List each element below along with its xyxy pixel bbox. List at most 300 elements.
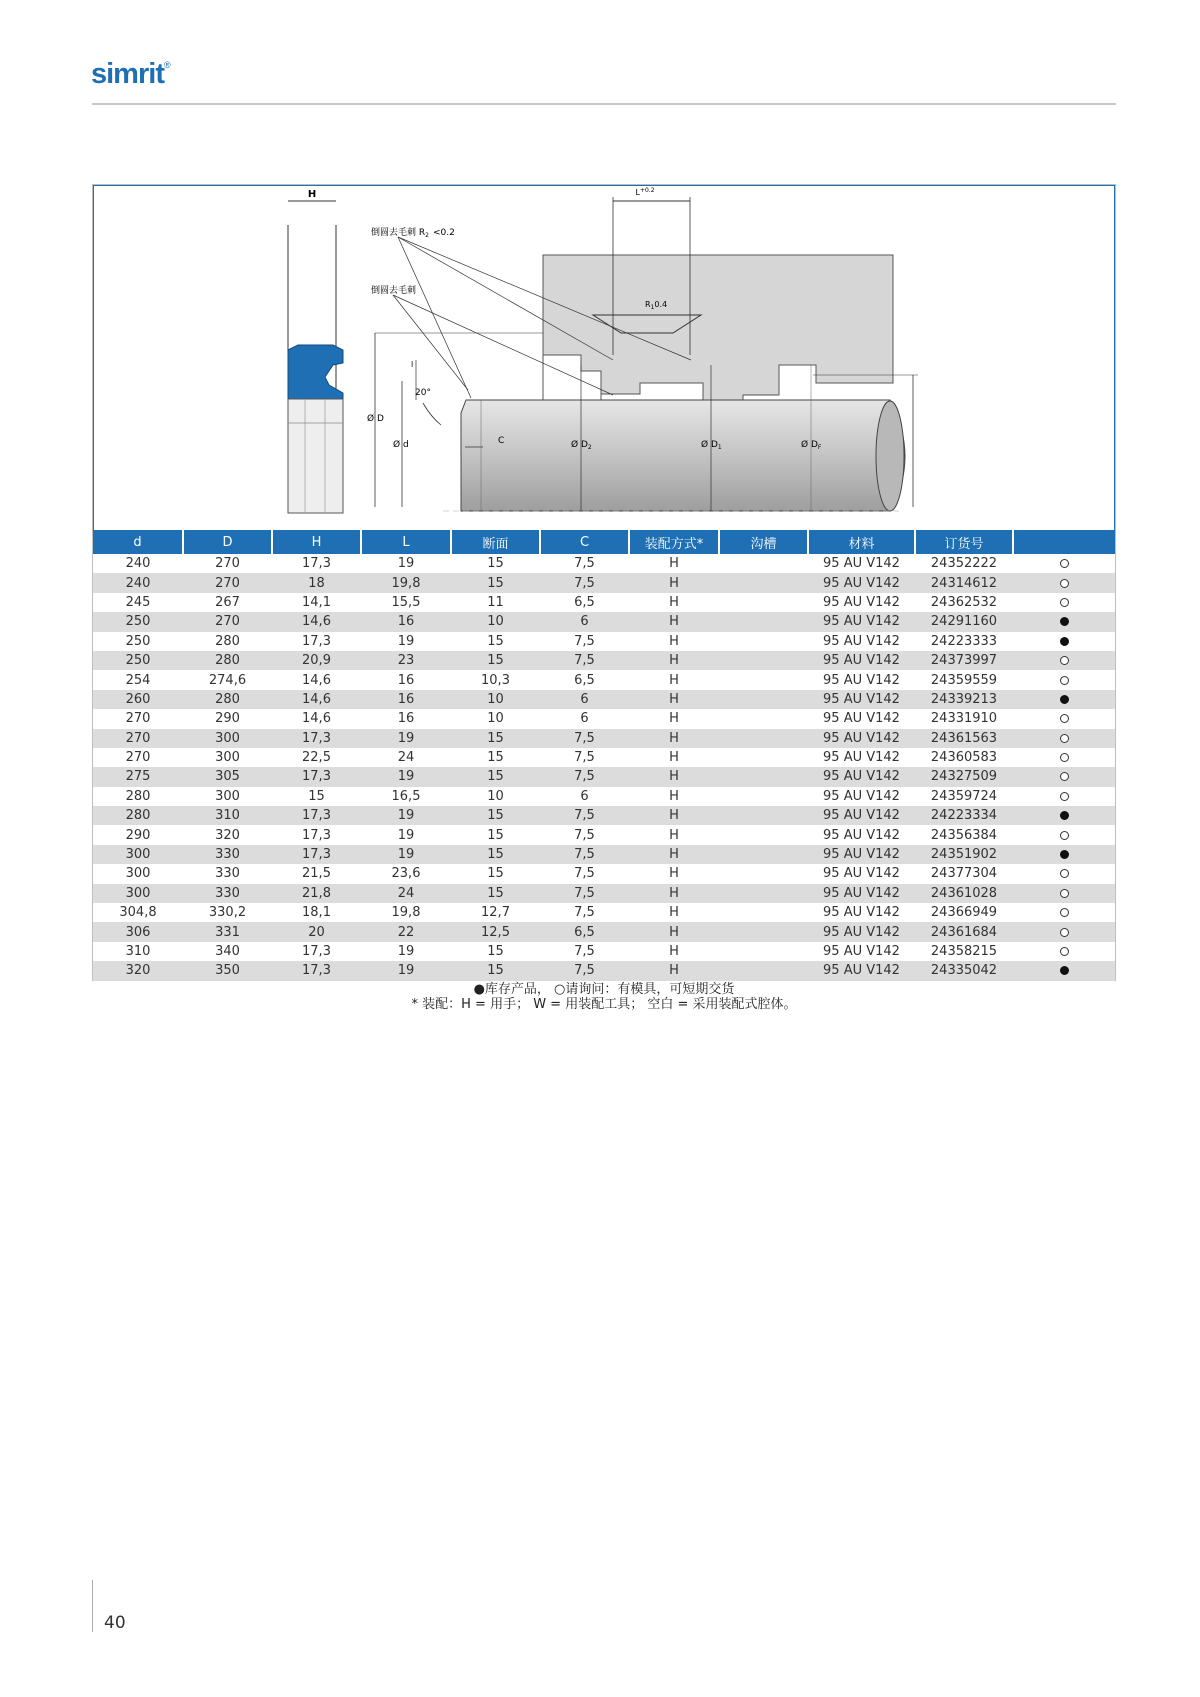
table-cell: 15	[451, 573, 540, 592]
table-cell: 95 AU V142	[808, 573, 915, 592]
table-cell	[719, 748, 808, 767]
table-cell: 6	[580, 711, 589, 727]
table-cell: 310	[125, 944, 151, 959]
table-cell: 11	[487, 594, 504, 610]
table-cell	[719, 903, 808, 922]
table-cell: 340	[215, 944, 240, 959]
table-cell: 330,2	[208, 905, 247, 921]
table-cell: 270	[125, 711, 151, 727]
table-cell: 23,6	[391, 866, 421, 882]
table-cell: 254	[125, 672, 151, 688]
table-cell	[719, 922, 808, 941]
table-cell	[719, 670, 808, 689]
table-row	[93, 554, 1115, 573]
table-cell: 270	[93, 729, 183, 748]
table-row	[93, 942, 1115, 961]
table-cell: 250	[125, 633, 151, 649]
table-cell: 24362532	[930, 594, 998, 610]
housing-body	[543, 255, 893, 411]
table-cell: 15	[451, 806, 540, 825]
table-cell: 19	[397, 633, 415, 649]
table-cell: 7,5	[574, 750, 595, 766]
table-cell: 16	[361, 690, 451, 709]
inquire-icon	[1060, 947, 1069, 956]
table-cell: 300	[93, 845, 183, 864]
inquire-icon	[1060, 869, 1069, 878]
seal-drawing	[93, 185, 1115, 530]
label-dia-DF: Ø $D_F$	[801, 440, 822, 451]
table-cell: 274,6	[208, 672, 247, 688]
table-cell: 19	[361, 767, 451, 786]
table-cell: 240	[93, 573, 183, 592]
table-cell: 24351902	[915, 845, 1013, 864]
table-cell: 19	[361, 806, 451, 825]
table-cell: 24327509	[915, 767, 1013, 786]
inquire-icon	[1060, 928, 1069, 937]
table-cell: 10	[487, 788, 504, 804]
table-cell: 17,3	[272, 729, 361, 748]
simrit-logo: simrit®	[91, 58, 170, 90]
table-cell	[719, 690, 808, 709]
availability-cell	[1013, 922, 1115, 941]
table-cell: H	[629, 729, 719, 748]
label-dia-d: Ø d	[393, 440, 409, 450]
availability-cell	[1013, 806, 1115, 825]
seal-profile	[288, 345, 343, 399]
table-cell: 24360583	[930, 750, 998, 766]
table-cell: 300	[215, 788, 240, 804]
table-cell: 7,5	[574, 556, 595, 572]
table-cell: 270	[183, 612, 272, 631]
table-cell: H	[629, 845, 719, 864]
table-header-row	[93, 530, 1115, 554]
table-cell: H	[669, 750, 679, 766]
table-cell	[719, 593, 808, 612]
table-cell: 7,5	[574, 866, 595, 882]
table-cell: 19	[397, 556, 415, 572]
table-cell: 15	[451, 767, 540, 786]
table-row	[93, 690, 1115, 709]
table-cell: 95 AU V142	[808, 806, 915, 825]
table-cell: 19	[361, 729, 451, 748]
table-cell: 270	[183, 573, 272, 592]
table-cell: 95 AU V142	[808, 729, 915, 748]
table-cell: 16	[397, 711, 415, 727]
table-cell: 260	[93, 690, 183, 709]
table-cell: 6,5	[574, 594, 595, 610]
table-cell: 24366949	[930, 905, 998, 921]
table-cell: 95 AU V142	[823, 711, 900, 727]
label-dia-D2: Ø $D_2$	[571, 440, 592, 451]
table-cell: 15	[308, 788, 325, 804]
table-cell: 7,5	[540, 806, 629, 825]
table-cell: 95 AU V142	[823, 788, 900, 804]
table-cell: 306	[93, 922, 183, 941]
table-cell: 95 AU V142	[808, 767, 915, 786]
label-h: H	[307, 189, 317, 200]
table-row	[93, 612, 1115, 631]
page-number: 40	[104, 1613, 126, 1633]
label-angle: 20°	[415, 388, 431, 398]
table-cell: 7,5	[540, 961, 629, 980]
column-header: 材料	[808, 530, 915, 554]
table-cell: H	[669, 788, 679, 804]
table-cell: 350	[183, 961, 272, 980]
inquire-icon	[1060, 714, 1069, 723]
table-cell	[719, 787, 808, 806]
table-cell: 14,6	[272, 690, 361, 709]
table-cell: 19	[361, 961, 451, 980]
table-cell: 300	[183, 729, 272, 748]
table-cell: H	[669, 905, 679, 921]
rod-end	[876, 401, 904, 511]
inquire-icon	[1060, 772, 1069, 781]
table-cell: 95 AU V142	[808, 651, 915, 670]
table-cell: 267	[215, 594, 240, 610]
table-cell: 95 AU V142	[823, 594, 900, 610]
column-header: H	[272, 530, 361, 554]
table-cell: H	[629, 651, 719, 670]
table-cell: 305	[183, 767, 272, 786]
table-cell: H	[669, 633, 679, 649]
table-cell: 95 AU V142	[823, 750, 900, 766]
table-cell: 280	[93, 806, 183, 825]
table-cell: 7,5	[540, 729, 629, 748]
availability-cell	[1013, 825, 1115, 844]
table-cell: 280	[183, 690, 272, 709]
table-cell: 16	[397, 672, 415, 688]
table-row	[93, 961, 1115, 980]
availability-cell	[1013, 690, 1115, 709]
column-header: D	[183, 530, 272, 554]
in-stock-icon	[1060, 637, 1069, 646]
table-cell: 7,5	[540, 845, 629, 864]
table-cell	[719, 709, 808, 728]
table-cell: 7,5	[574, 633, 595, 649]
table-cell	[719, 864, 808, 883]
table-cell: H	[669, 672, 679, 688]
in-stock-icon	[1060, 695, 1069, 704]
table-cell: 15	[451, 729, 540, 748]
table-cell: 17,3	[272, 961, 361, 980]
table-cell: H	[629, 612, 719, 631]
inquire-icon	[1060, 831, 1069, 840]
table-cell: 19,8	[361, 573, 451, 592]
table-cell: 24	[397, 750, 415, 766]
table-row	[93, 825, 1115, 844]
table-cell: 95 AU V142	[808, 884, 915, 903]
table-cell: 19	[397, 827, 415, 843]
column-header	[1013, 530, 1115, 554]
table-cell: H	[629, 767, 719, 786]
inquire-icon	[1060, 676, 1069, 685]
availability-cell	[1013, 709, 1115, 728]
table-cell	[719, 942, 808, 961]
table-cell: 95 AU V142	[808, 961, 915, 980]
table-cell	[719, 573, 808, 592]
label-dia-D: Ø D	[367, 414, 384, 424]
legend-assembly-note: * 装配：H = 用手； W = 用装配工具； 空白 = 采用装配式腔体。	[411, 997, 797, 1012]
table-cell: 21,8	[272, 884, 361, 903]
table-cell: 22	[361, 922, 451, 941]
label-l-small: l	[411, 360, 414, 369]
table-cell: 6,5	[540, 922, 629, 941]
table-cell: 320	[215, 827, 240, 843]
table-cell	[719, 729, 808, 748]
table-cell: 17,3	[302, 556, 331, 572]
table-cell: 15	[487, 556, 504, 572]
table-cell: 15	[487, 944, 504, 959]
table-cell: 24358215	[930, 944, 998, 959]
table-cell: 20,9	[272, 651, 361, 670]
in-stock-icon	[1060, 966, 1069, 975]
table-cell: 330	[183, 845, 272, 864]
table-cell: 15,5	[391, 594, 421, 610]
table-cell: 24356384	[930, 827, 998, 843]
inquire-icon	[1060, 598, 1069, 607]
label-c: C	[498, 436, 505, 446]
table-cell: 300	[215, 750, 240, 766]
table-row	[93, 903, 1115, 922]
table-cell: 250	[93, 612, 183, 631]
table-cell: 19	[361, 845, 451, 864]
table-row	[93, 922, 1115, 941]
table-cell: 300	[93, 884, 183, 903]
table-cell: H	[669, 711, 679, 727]
table-cell: 15	[451, 651, 540, 670]
table-cell: 320	[93, 961, 183, 980]
table-row	[93, 845, 1115, 864]
column-header: 断面	[451, 530, 540, 554]
table-cell: 310	[183, 806, 272, 825]
table-cell: 15	[487, 827, 504, 843]
table-cell: 16	[361, 612, 451, 631]
table-cell: 24223334	[915, 806, 1013, 825]
table-cell: 10	[451, 612, 540, 631]
availability-cell	[1013, 748, 1115, 767]
table-cell	[719, 884, 808, 903]
table-cell: 24223333	[930, 633, 998, 649]
table-cell: 240	[125, 556, 151, 572]
table-cell	[719, 845, 808, 864]
table-cell	[719, 961, 808, 980]
column-header: L	[361, 530, 451, 554]
availability-cell	[1013, 593, 1115, 612]
inquire-icon	[1060, 656, 1069, 665]
inquire-icon	[1060, 889, 1069, 898]
table-row	[93, 593, 1115, 612]
table-cell: 6,5	[574, 672, 595, 688]
table-cell: 21,5	[302, 866, 331, 882]
table-cell: 12,7	[481, 905, 510, 921]
availability-cell	[1013, 787, 1115, 806]
table-cell: 95 AU V142	[823, 556, 900, 572]
header-divider	[92, 103, 1116, 105]
table-cell: 7,5	[574, 944, 595, 959]
availability-cell	[1013, 632, 1115, 651]
availability-cell	[1013, 845, 1115, 864]
table-cell: H	[629, 806, 719, 825]
table-cell: H	[629, 961, 719, 980]
inquire-icon	[1060, 559, 1069, 568]
table-cell: 280	[183, 651, 272, 670]
table-cell: 15	[451, 884, 540, 903]
legend	[93, 982, 1115, 1012]
table-cell: 10	[487, 711, 504, 727]
inquire-icon	[1060, 734, 1069, 743]
table-cell: 14,6	[272, 612, 361, 631]
table-cell: 280	[215, 633, 240, 649]
column-header: 沟槽	[719, 530, 808, 554]
table-cell: 24361684	[915, 922, 1013, 941]
table-cell: 15	[487, 750, 504, 766]
rod-body	[461, 400, 905, 511]
table-cell	[719, 554, 808, 573]
table-cell: 10,3	[481, 672, 510, 688]
product-panel	[92, 184, 1116, 1012]
table-cell: 24359724	[930, 788, 998, 804]
table-cell: H	[629, 573, 719, 592]
table-cell: 330	[215, 866, 240, 882]
table-cell: 17,3	[272, 806, 361, 825]
table-cell: 24377304	[930, 866, 998, 882]
table-cell: 24335042	[915, 961, 1013, 980]
table-cell: 280	[125, 788, 151, 804]
table-cell: 95 AU V142	[808, 922, 915, 941]
table-row	[93, 767, 1115, 786]
table-cell: 6	[540, 690, 629, 709]
table-cell: 7,5	[540, 884, 629, 903]
table-cell: 19	[397, 944, 415, 959]
table-cell: 7,5	[540, 767, 629, 786]
table-cell: 15	[451, 961, 540, 980]
table-cell: 95 AU V142	[823, 672, 900, 688]
table-cell: 16,5	[391, 788, 421, 804]
availability-cell	[1013, 729, 1115, 748]
table-row	[93, 884, 1115, 903]
table-cell: 14,6	[302, 711, 331, 727]
table-cell: 290	[215, 711, 240, 727]
table-cell: 95 AU V142	[823, 905, 900, 921]
table-cell: 270	[215, 556, 240, 572]
table-cell: 17,3	[302, 944, 331, 959]
table-cell: 95 AU V142	[823, 866, 900, 882]
in-stock-icon	[1060, 811, 1069, 820]
column-header: d	[93, 530, 183, 554]
availability-cell	[1013, 554, 1115, 573]
table-cell: H	[669, 556, 679, 572]
table-cell: 14,1	[302, 594, 331, 610]
table-cell	[719, 612, 808, 631]
label-chamfer-r2: 倒圆去毛刺 $R_2 <0.2$	[371, 228, 455, 239]
in-stock-icon	[1060, 850, 1069, 859]
table-cell	[719, 806, 808, 825]
table-row	[93, 864, 1115, 883]
table-cell: 15	[487, 866, 504, 882]
table-cell: 6	[540, 612, 629, 631]
table-cell: 15	[487, 633, 504, 649]
table-cell: 12,5	[451, 922, 540, 941]
table-cell: 304,8	[119, 905, 157, 921]
table-cell: 7,5	[574, 905, 595, 921]
table-cell: 24291160	[915, 612, 1013, 631]
table-cell: 7,5	[540, 573, 629, 592]
label-chamfer: 倒圆去毛刺	[371, 286, 417, 296]
table-cell: 7,5	[574, 827, 595, 843]
table-row	[93, 709, 1115, 728]
column-header: C	[540, 530, 629, 554]
table-cell: 24359559	[930, 672, 998, 688]
spec-table	[93, 530, 1115, 981]
table-cell: 95 AU V142	[808, 612, 915, 631]
table-cell: 15	[451, 845, 540, 864]
table-cell: 24339213	[915, 690, 1013, 709]
table-cell: 95 AU V142	[808, 845, 915, 864]
legend-stock-note: ●库存产品， ○请询问：有模具，可短期交货	[473, 982, 735, 997]
table-row	[93, 806, 1115, 825]
table-row	[93, 632, 1115, 651]
availability-cell	[1013, 942, 1115, 961]
table-cell: H	[629, 690, 719, 709]
inquire-icon	[1060, 792, 1069, 801]
table-cell: 17,3	[272, 767, 361, 786]
column-header: 订货号	[915, 530, 1013, 554]
table-cell	[719, 825, 808, 844]
table-cell: 17,3	[272, 845, 361, 864]
table-cell: 19,8	[391, 905, 421, 921]
table-cell: 95 AU V142	[808, 690, 915, 709]
table-cell: H	[669, 827, 679, 843]
availability-cell	[1013, 903, 1115, 922]
availability-cell	[1013, 864, 1115, 883]
table-cell: 95 AU V142	[823, 827, 900, 843]
table-cell: 17,3	[302, 827, 331, 843]
table-cell: 24361028	[915, 884, 1013, 903]
table-cell: 24361563	[915, 729, 1013, 748]
table-row	[93, 787, 1115, 806]
table-cell: H	[669, 866, 679, 882]
availability-cell	[1013, 961, 1115, 980]
table-cell: 331	[183, 922, 272, 941]
table-cell: 18,1	[302, 905, 331, 921]
availability-cell	[1013, 651, 1115, 670]
table-cell: 245	[125, 594, 151, 610]
table-cell	[719, 651, 808, 670]
table-cell: 24352222	[930, 556, 998, 572]
table-row	[93, 729, 1115, 748]
table-cell: 300	[125, 866, 151, 882]
table-cell: 23	[361, 651, 451, 670]
table-cell: 7,5	[540, 651, 629, 670]
availability-cell	[1013, 670, 1115, 689]
table-cell: 6	[580, 788, 589, 804]
table-cell: 18	[272, 573, 361, 592]
table-cell: 290	[125, 827, 151, 843]
table-cell: 250	[93, 651, 183, 670]
inquire-icon	[1060, 753, 1069, 762]
availability-cell	[1013, 767, 1115, 786]
footer-divider	[92, 1580, 93, 1632]
availability-cell	[1013, 884, 1115, 903]
table-cell: 95 AU V142	[823, 633, 900, 649]
label-r1: $R_10.4$	[645, 300, 668, 311]
table-row	[93, 748, 1115, 767]
table-cell: 24331910	[930, 711, 998, 727]
table-cell: 24373997	[915, 651, 1013, 670]
availability-cell	[1013, 573, 1115, 592]
label-l: $L^{+0.2}$	[635, 187, 655, 197]
table-row	[93, 670, 1115, 689]
